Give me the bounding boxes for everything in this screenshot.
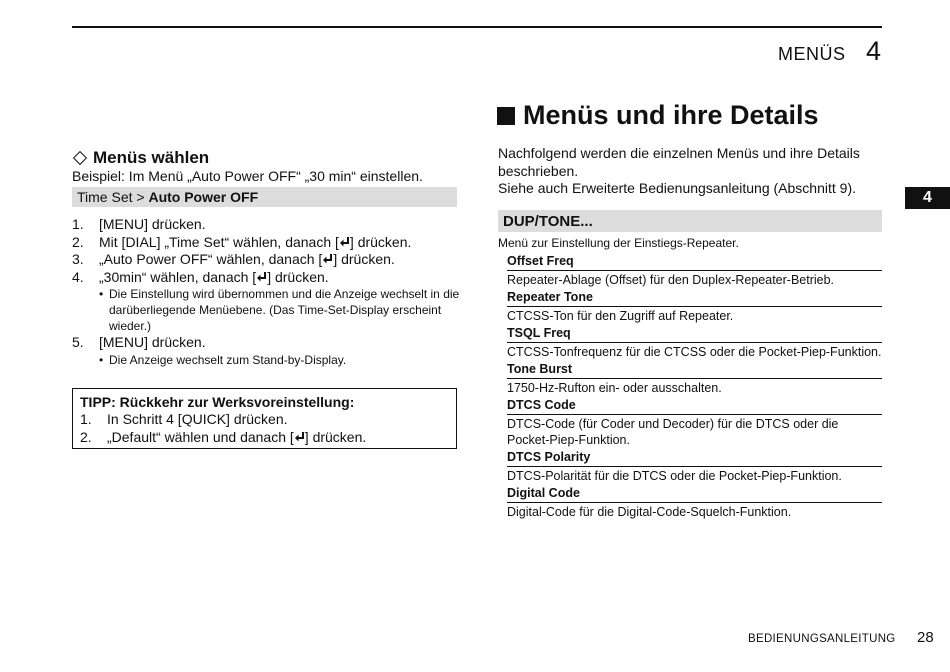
menu-path-prefix: Time Set > bbox=[77, 189, 149, 205]
section-intro bbox=[498, 145, 888, 198]
tip-step-text: „Default“ wählen und danach [ ] drücken. bbox=[107, 428, 367, 445]
enter-key-icon bbox=[256, 271, 267, 283]
menu-description: Menü zur Einstellung der Einstiegs-Repeater. bbox=[498, 236, 739, 250]
step-item bbox=[72, 234, 462, 252]
bullet: • bbox=[99, 352, 104, 367]
header-rule bbox=[72, 26, 882, 28]
step-number: 1. bbox=[72, 216, 84, 232]
enter-key-icon bbox=[322, 253, 333, 265]
step-item bbox=[72, 216, 462, 234]
intro-line: Nachfolgend werden die einzelnen Menüs und ihre Details bbox=[498, 145, 860, 161]
step-note-text: Die Anzeige wechselt zum Stand-by-Display. bbox=[109, 352, 347, 367]
tip-step-number: 1. bbox=[80, 411, 92, 427]
intro-line: beschrieben. bbox=[498, 162, 579, 179]
subheading-text: Menüs wählen bbox=[93, 148, 210, 167]
menu-item-desc: DTCS-Code (für Coder und Decoder) für die DTCS oder die Pocket-Piep-Funktion. bbox=[507, 417, 839, 447]
chapter-tab: 4 bbox=[905, 187, 950, 209]
menu-item-name: TSQL Freq bbox=[507, 325, 882, 343]
step-text: [MENU] drücken. bbox=[99, 334, 206, 350]
step-text: „Auto Power OFF“ wählen, danach [ ] drücken. bbox=[99, 251, 395, 267]
menu-path bbox=[72, 187, 457, 207]
section-title bbox=[497, 100, 819, 131]
step-note-text: Die Einstellung wird übernommen und die Anzeige wechselt in die darüberliegende Menüebene. (Das Time-Set-Display erscheint wieder.) bbox=[109, 287, 460, 333]
menu-item-name: Tone Burst bbox=[507, 361, 882, 379]
menu-item-desc: DTCS-Polarität für die DTCS oder die Pocket-Piep-Funktion. bbox=[507, 469, 842, 483]
menu-item-name: Digital Code bbox=[507, 485, 882, 503]
menu-path-target: Auto Power OFF bbox=[148, 189, 259, 205]
menu-item-desc: Repeater-Ablage (Offset) für den Duplex-Repeater-Betrieb. bbox=[507, 273, 835, 287]
step-list bbox=[72, 216, 462, 368]
tip-title: TIPP: Rückkehr zur Werksvoreinstellung: bbox=[80, 394, 355, 410]
diamond-icon bbox=[73, 151, 87, 165]
menu-heading: DUP/TONE... bbox=[498, 210, 882, 232]
example-text: Beispiel: Im Menü „Auto Power OFF“ „30 min“ einstellen. bbox=[72, 168, 423, 184]
step-item bbox=[72, 251, 462, 269]
menu-item-desc: Digital-Code für die Digital-Code-Squelch-Funktion. bbox=[507, 505, 792, 519]
chapter-label: MENÜS bbox=[778, 44, 846, 64]
menu-item-list bbox=[507, 253, 882, 521]
enter-key-icon bbox=[339, 236, 350, 248]
subheading bbox=[72, 148, 209, 168]
page-number: 28 bbox=[917, 629, 934, 646]
menu-item-desc: CTCSS-Ton für den Zugriff auf Repeater. bbox=[507, 309, 734, 323]
step-item bbox=[72, 269, 462, 287]
square-bullet-icon bbox=[497, 107, 515, 125]
tip-line bbox=[80, 429, 449, 447]
tip-step-number: 2. bbox=[80, 428, 92, 445]
section-title-text: Menüs und ihre Details bbox=[523, 100, 819, 130]
footer-label: BEDIENUNGSANLEITUNG bbox=[748, 633, 896, 645]
menu-item-name: DTCS Polarity bbox=[507, 449, 882, 467]
menu-item-desc: CTCSS-Tonfrequenz für die CTCSS oder die Pocket-Piep-Funktion. bbox=[507, 345, 882, 359]
chapter-number: 4 bbox=[866, 36, 882, 66]
tip-line bbox=[80, 411, 449, 429]
step-item bbox=[72, 334, 462, 352]
step-text: [MENU] drücken. bbox=[99, 216, 206, 232]
bullet: • bbox=[99, 287, 104, 301]
step-text: „30min“ wählen, danach [ ] drücken. bbox=[99, 268, 329, 285]
menu-item-name: Offset Freq bbox=[507, 253, 882, 271]
step-note bbox=[72, 352, 462, 368]
step-number: 5. bbox=[72, 334, 84, 350]
step-number: 4. bbox=[72, 268, 84, 285]
step-text: Mit [DIAL] „Time Set“ wählen, danach [ ] drücken. bbox=[99, 233, 412, 250]
menu-item-name: DTCS Code bbox=[507, 397, 882, 415]
menu-item-name: Repeater Tone bbox=[507, 289, 882, 307]
step-note bbox=[72, 286, 462, 334]
step-number: 3. bbox=[72, 251, 84, 267]
menu-item-desc: 1750-Hz-Rufton ein- oder ausschalten. bbox=[507, 381, 722, 395]
intro-line: Siehe auch Erweiterte Bedienungsanleitung (Abschnitt 9). bbox=[498, 180, 856, 196]
enter-key-icon bbox=[294, 431, 305, 443]
step-number: 2. bbox=[72, 233, 84, 250]
tip-box bbox=[72, 388, 457, 449]
tip-step-text: In Schritt 4 [QUICK] drücken. bbox=[107, 411, 288, 427]
